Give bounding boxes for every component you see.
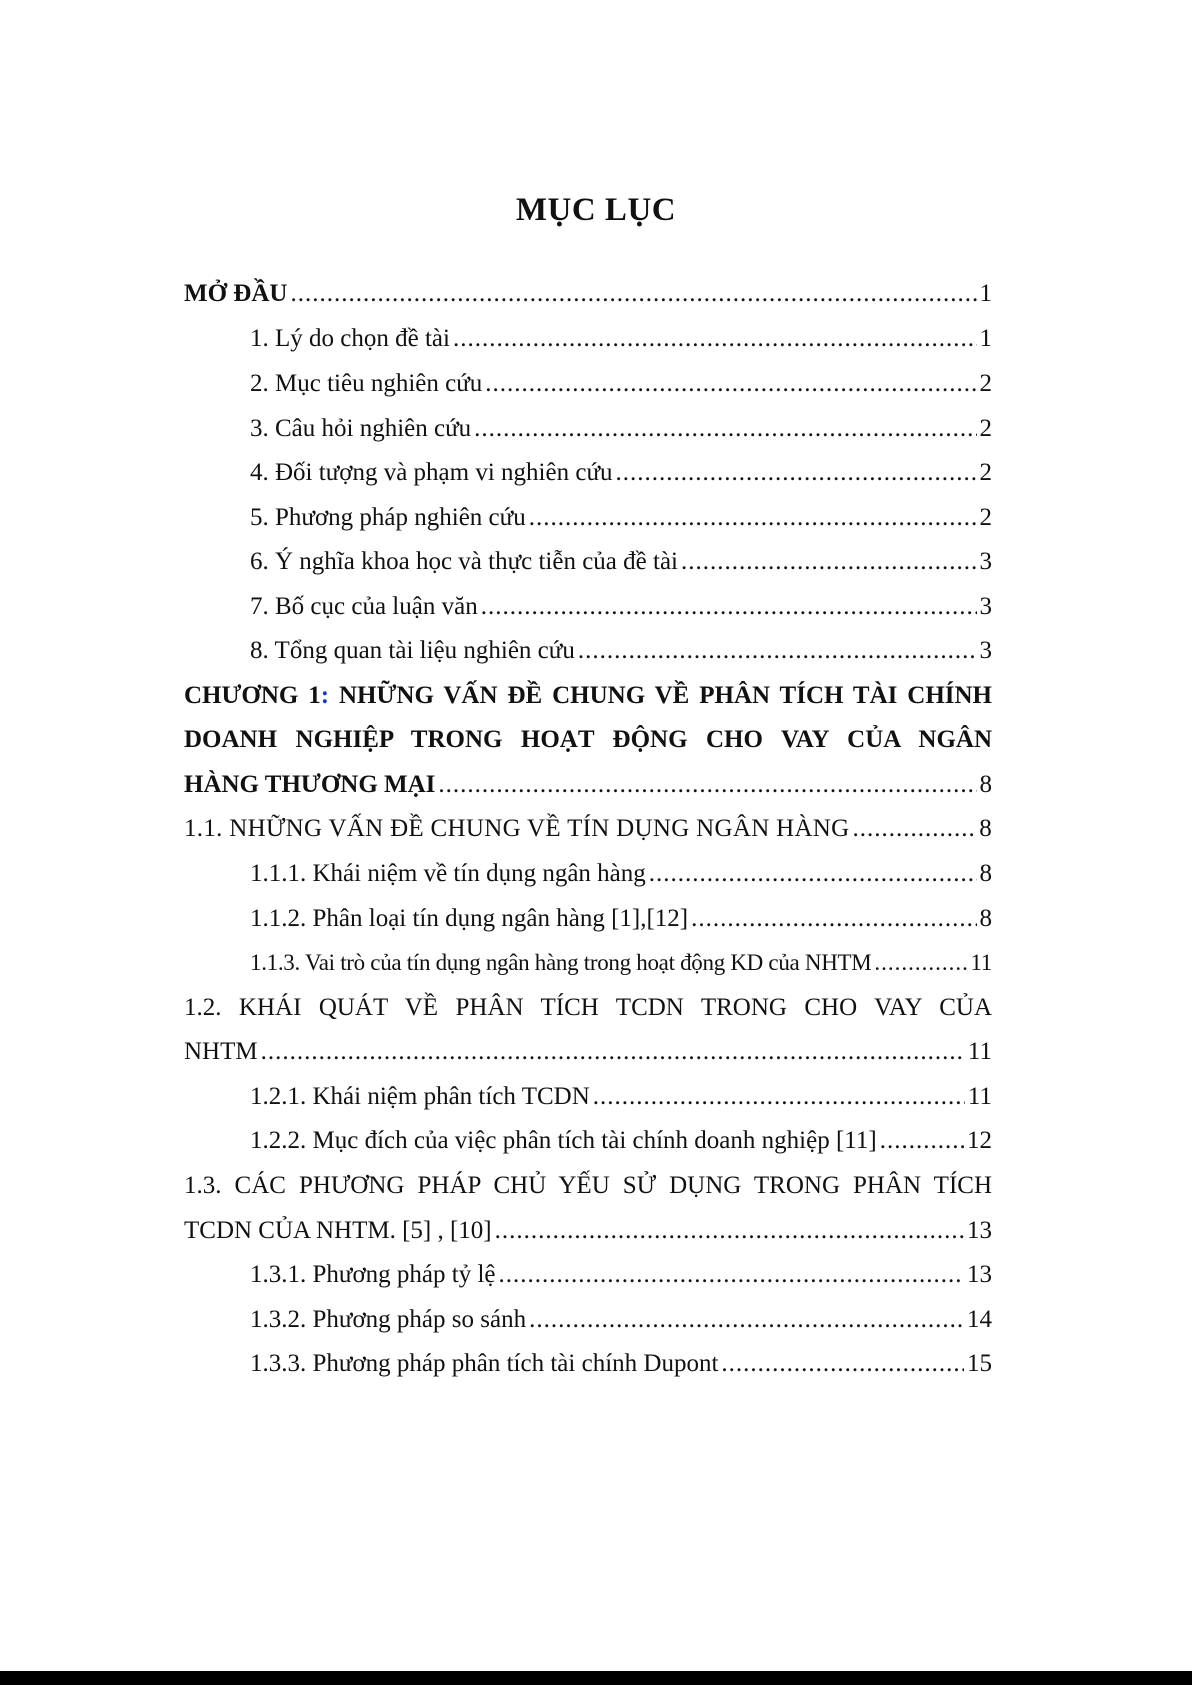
chapter-title-part: NHỮNG VẤN ĐỀ CHUNG VỀ PHÂN TÍCH TÀI CHÍNH — [329, 682, 993, 709]
toc-entry[interactable] — [250, 360, 992, 408]
toc-leader-dots — [474, 405, 976, 453]
toc-entry[interactable] — [250, 449, 992, 497]
toc-section-1-3-line-1[interactable] — [184, 1162, 992, 1210]
toc-leader-dots — [578, 627, 977, 675]
toc-entry-label: 3. Câu hỏi nghiên cứu — [250, 415, 472, 442]
toc-entry[interactable] — [250, 1340, 992, 1388]
toc-entry-page: 8 — [979, 905, 992, 932]
toc-entry[interactable] — [250, 1251, 992, 1299]
toc-entry[interactable] — [250, 627, 992, 675]
toc-entry-page: 13 — [967, 1261, 992, 1288]
toc-leader-dots — [481, 583, 977, 631]
toc-entry-page: 12 — [967, 1127, 992, 1154]
toc-leader-dots — [453, 315, 977, 363]
toc-entry[interactable] — [250, 405, 992, 453]
toc-entry-label: 1.2. KHÁI QUÁT VỀ PHÂN TÍCH TCDN TRONG CHO VAY CỦA — [184, 994, 992, 1021]
toc-entry-label: TCDN CỦA NHTM. [5] , [10] — [184, 1217, 492, 1244]
toc-entry-page: 2 — [979, 370, 992, 397]
toc-section-1-3-line-2[interactable] — [184, 1207, 992, 1255]
toc-entry-page: 2 — [979, 415, 992, 442]
toc-entry-label: 6. Ý nghĩa khoa học và thực tiễn của đề tài — [250, 548, 678, 575]
toc-entry-page: 3 — [979, 637, 992, 664]
toc-entry-label: NHTM — [184, 1038, 258, 1065]
toc-entry-label: 1.2.2. Mục đích của việc phân tích tài chính doanh nghiệp [11] — [250, 1127, 877, 1154]
toc-chapter-1-line-2[interactable] — [184, 716, 992, 764]
page-bottom-border — [0, 1671, 1192, 1685]
toc-entry[interactable] — [250, 850, 992, 898]
page-title: MỤC LỤC — [515, 192, 677, 228]
toc-section-1-1[interactable] — [184, 805, 992, 853]
toc-entry-label: 1.3.3. Phương pháp phân tích tài chính Dupont — [250, 1350, 719, 1377]
toc-leader-dots — [721, 1340, 964, 1388]
toc-entry-label: 2. Mục tiêu nghiên cứu — [250, 370, 483, 397]
toc-entry-page: 15 — [967, 1350, 992, 1377]
toc-leader-dots — [616, 449, 977, 497]
toc-entry-page: 2 — [979, 504, 992, 531]
toc-entry-page: 8 — [979, 860, 992, 887]
toc-entry[interactable] — [250, 895, 992, 943]
toc-entry-label: 1.3. CÁC PHƯƠNG PHÁP CHỦ YẾU SỬ DỤNG TRONG PHÂN TÍCH — [184, 1172, 992, 1199]
toc-section-1-2-line-2[interactable] — [184, 1028, 992, 1076]
toc-entry-page: 8 — [979, 815, 992, 842]
toc-entry[interactable] — [250, 1296, 992, 1344]
toc-leader-dots — [290, 270, 976, 318]
toc-leader-dots — [691, 895, 976, 943]
toc-leader-dots — [499, 1251, 964, 1299]
toc-entry-page: 11 — [970, 950, 992, 975]
toc-entry-page: 11 — [967, 1083, 992, 1110]
toc-entry-page: 2 — [979, 459, 992, 486]
toc-entry-label: 1.1. NHỮNG VẤN ĐỀ CHUNG VỀ TÍN DỤNG NGÂN HÀNG — [184, 815, 850, 842]
toc-entry[interactable] — [250, 1073, 992, 1121]
toc-entry-mo-dau[interactable] — [184, 270, 992, 318]
chapter-label: CHƯƠNG 1 — [184, 682, 321, 709]
toc-leader-dots — [853, 805, 977, 853]
toc-entry-label: 1.3.2. Phương pháp so sánh — [250, 1306, 527, 1333]
toc-entry-label: 1.1.3. Vai trò của tín dụng ngân hàng trong hoạt động KD của NHTM — [250, 950, 872, 975]
toc-entry-label: 1.1.2. Phân loại tín dụng ngân hàng [1],[12] — [250, 905, 689, 932]
toc-entry-label: 1. Lý do chọn đề tài — [250, 325, 450, 352]
toc-entry-label: 4. Đối tượng và phạm vi nghiên cứu — [250, 459, 613, 486]
toc-leader-dots — [874, 939, 967, 987]
toc-leader-dots — [593, 1073, 965, 1121]
toc-entry-label: MỞ ĐẦU — [184, 280, 288, 307]
toc-entry-page: 3 — [979, 593, 992, 620]
toc-entry-page: 1 — [979, 280, 992, 307]
toc-entry-page: 11 — [967, 1038, 992, 1065]
toc-entry-label: 1.2.1. Khái niệm phân tích TCDN — [250, 1083, 590, 1110]
toc-leader-dots — [495, 1207, 964, 1255]
toc-entry-page: 13 — [967, 1217, 992, 1244]
toc-entry-label: 1.3.1. Phương pháp tỷ lệ — [250, 1261, 496, 1288]
toc-chapter-1-line-1[interactable] — [184, 672, 992, 720]
toc-leader-dots — [438, 761, 976, 809]
toc-leader-dots — [529, 494, 977, 542]
chapter-colon: : — [320, 682, 330, 709]
toc-entry[interactable] — [250, 939, 992, 987]
toc-entry-page: 14 — [967, 1306, 992, 1333]
toc-chapter-1-line-3[interactable] — [184, 761, 992, 809]
toc-entry[interactable] — [250, 494, 992, 542]
toc-leader-dots — [485, 360, 976, 408]
toc-entry-label: 7. Bố cục của luận văn — [250, 593, 478, 620]
toc-entry-page: 1 — [979, 325, 992, 352]
toc-entry-label: 8. Tổng quan tài liệu nghiên cứu — [250, 637, 575, 664]
toc-section-1-2-line-1[interactable] — [184, 984, 992, 1032]
toc-leader-dots — [529, 1296, 964, 1344]
toc-entry[interactable] — [250, 315, 992, 363]
chapter-title-part: DOANH NGHIỆP TRONG HOẠT ĐỘNG CHO VAY CỦA NGÂN — [184, 726, 992, 753]
chapter-title-part: HÀNG THƯƠNG MẠI — [184, 771, 436, 798]
toc-leader-dots — [261, 1028, 965, 1076]
toc-entry[interactable] — [250, 583, 992, 631]
toc-leader-dots — [880, 1117, 964, 1165]
toc-entry-page: 8 — [979, 771, 992, 798]
toc-leader-dots — [681, 538, 977, 586]
toc-entry-page: 3 — [979, 548, 992, 575]
toc-leader-dots — [649, 850, 977, 898]
toc-entry[interactable] — [250, 1117, 992, 1165]
toc-entry-label: 1.1.1. Khái niệm về tín dụng ngân hàng — [250, 860, 646, 887]
toc-entry-label: 5. Phương pháp nghiên cứu — [250, 504, 526, 531]
toc-entry[interactable] — [250, 538, 992, 586]
